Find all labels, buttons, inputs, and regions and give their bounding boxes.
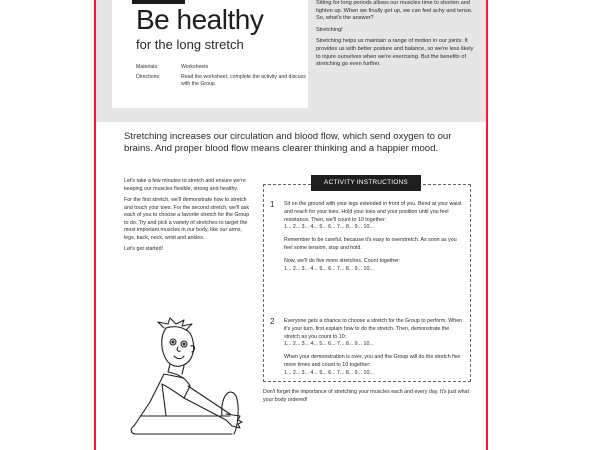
meta-label: Directions: xyxy=(136,74,161,80)
meta-value: Read the worksheet, complete the activity and discuss with the Group. xyxy=(181,74,306,87)
intro-paragraph: Stretching helps us maintain a range of motion in our joints. It provides us with better posture and balance, so we're less likely to injure ourselves when we're exercising. But the benefits of stretching go even further. xyxy=(316,38,474,68)
activity-step-2 xyxy=(270,318,466,383)
meta-value: Worksheets xyxy=(181,64,209,70)
step-number: 1 xyxy=(270,200,275,209)
step-paragraph: Now, we'll do five more stretches. Count together: xyxy=(284,257,401,264)
step-number: 2 xyxy=(270,317,275,326)
stretching-person-illustration xyxy=(126,316,256,436)
body-paragraph: Let's get started! xyxy=(124,246,163,252)
page-subtitle: for the long stretch xyxy=(136,37,244,52)
page-title: Be healthy xyxy=(136,4,264,35)
closing-paragraph: Don't forget the importance of stretching your muscles each and every day. It's just what your body ordered! xyxy=(263,389,469,403)
meta-row-directions xyxy=(136,74,316,88)
body-paragraph: For the first stretch, we'll demonstrate how to stretch and touch your toes. For the second stretch, we'll ask each of you to choose a favorite stretch for the Group to do. Try and pick a variety of stretches to target the most important muscles in our body, like our arms, legs, back, neck, wrist and ankles. xyxy=(124,197,250,241)
activity-instructions-box xyxy=(263,179,471,382)
step-body xyxy=(284,201,466,273)
meta-label: Materials: xyxy=(136,64,159,70)
activity-heading: ACTIVITY INSTRUCTIONS xyxy=(311,175,421,191)
step-body xyxy=(284,318,466,378)
intro-paragraph: Sitting for long periods allows our muscles time to shorten and tighten up. When we finally get up, we can feel achy and tense. So, what's the answer? xyxy=(316,0,473,22)
title-card xyxy=(112,0,308,108)
body-paragraph: Let's take a few minutes to stretch and ensure we're keeping our muscles flexible, strong and healthy. xyxy=(124,178,246,192)
meta-table xyxy=(136,64,316,91)
worksheet-page xyxy=(94,0,488,450)
activity-step-1 xyxy=(270,201,466,278)
header-band xyxy=(96,0,486,122)
count-line: 1... 2... 3... 4... 5... 6... 7... 8... 9... 10... xyxy=(284,224,374,231)
meta-row-materials xyxy=(136,64,316,71)
lead-paragraph: Stretching increases our circulation and blood flow, which send oxygen to our brains. And proper blood flow means clearer thinking and a happier mood. xyxy=(124,131,452,154)
intro-paragraph: Stretching! xyxy=(316,26,343,33)
intro-column xyxy=(316,0,476,73)
step-paragraph: When your demonstration is over, you and the Group will do the stretch five more times and count to 10 together: xyxy=(284,354,461,368)
count-line: 1... 2... 3... 4... 5... 6... 7... 8... 9... 10... xyxy=(284,341,374,348)
count-line: 1... 2... 3... 4... 5... 6... 7... 8... 9... 10... xyxy=(284,369,374,376)
step-paragraph: Everyone gets a chance to choose a stretch for the Group to perform. When it's your turn, first explain how to do the stretch. Then, demonstrate the stretch as you count to 10: xyxy=(284,318,463,340)
count-line: 1... 2... 3... 4... 5... 6... 7... 8... 9... 10... xyxy=(284,265,374,272)
step-paragraph: Sit on the ground with your legs extended in front of you. Bend at your waist and reach for your toes. Hold your toes and your position until you feel resistance. Then, we'll count to 10 together: xyxy=(284,201,462,223)
step-paragraph: Remember to be careful, because it's easy to overstretch. As soon as you feel some tension, stop and hold. xyxy=(284,237,457,251)
left-column xyxy=(124,178,254,258)
